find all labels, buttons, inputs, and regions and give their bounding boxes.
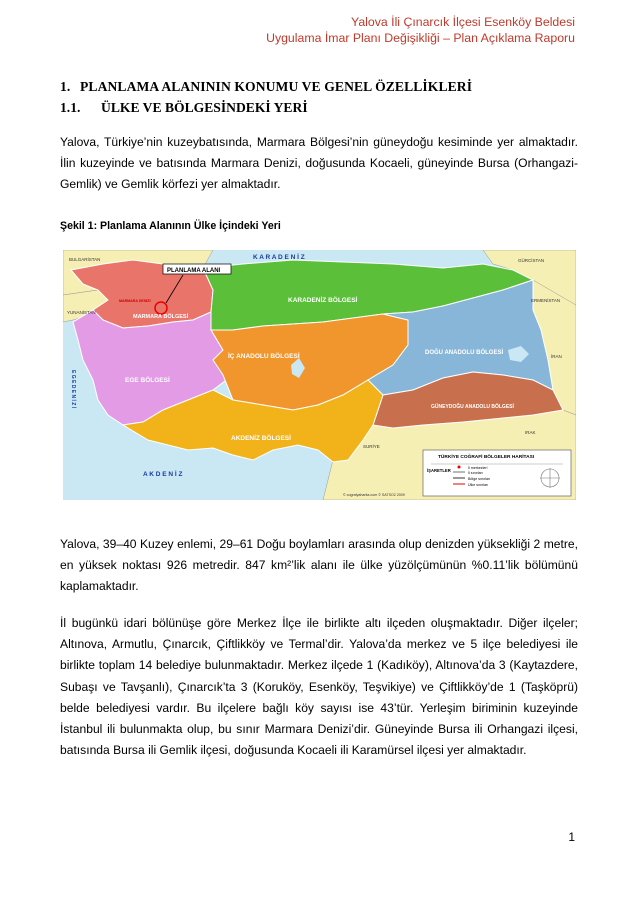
country-label-ermenistan: ERMENİSTAN: [531, 298, 561, 303]
paragraph-administrative: İl bugünkü idari bölünüşe göre Merkez İlçe ile birlikte altı ilçeden oluşmaktadır. Diğer ilçeler; Altınova, Armutlu, Çınarcık, Çiftlikköy ve Termal’dir. Yalova’da merkez ve 5 ilçe belediyesi ile birlikte toplam 14 belediye bulunmaktadır. Merkez ilçede 1 (Kadıköy), Altınova’da 3 (Kaytazdere, Subaşı ve Tavşanlı), Çınarcık’ta 3 (Koruköy, Esenköy, Teşvikiye) ve Çiftlikköy’de 1 (Taşköprü) belde belediyesi vardır. Bu ilçelere bağlı köy sayısı ise 43’tür. Yerleşim biriminin kuzeyinde İstanbul ili bulunmakta olup, bu sınır Marmara Denizi’dir. Güneyinde Bursa ili Orhangazi ilçesi, batısında Bursa ili Gemlik ilçesi, doğusunda Kocaeli ili Karamürsel ilçesi yer almaktadır.: [60, 616, 578, 758]
planning-area-label: PLANLAMA ALANI: [167, 268, 221, 274]
legend-item-il-merkez: İl merkezleri: [468, 466, 488, 470]
region-label-doguanadolu: DOĞU ANADOLU BÖLGESİ: [425, 350, 504, 356]
figure-caption: Şekil 1: Planlama Alanının Ülke İçindeki Yeri: [60, 220, 281, 232]
country-label-yunanistan: YUNANİSTAN: [67, 310, 96, 315]
map-source-label: © cografyaharita.com © SATSO2 2009: [343, 493, 405, 497]
country-label-irak: IRAK: [525, 430, 536, 435]
legend-item-ulke-sinir: Ülke sınırları: [468, 483, 489, 487]
region-label-icanadolu: İÇ ANADOLU BÖLGESİ: [228, 353, 300, 360]
legend-title: TÜRKİYE COĞRAFİ BÖLGELER HARİTASI: [438, 455, 535, 460]
section-number: 1.: [60, 79, 71, 94]
legend-il-merkez-dot: [458, 466, 461, 469]
section-title: PLANLAMA ALANININ KONUMU VE GENEL ÖZELLİKLERİ: [80, 79, 473, 94]
turkey-regions-map: [63, 250, 576, 500]
region-label-ege: EGE BÖLGESİ: [125, 377, 170, 384]
subsection-number: 1.1.: [60, 100, 81, 115]
country-label-gurcistan: GÜRCİSTAN: [518, 258, 545, 263]
sea-label-karadeniz: K A R A D E N İ Z: [253, 254, 305, 261]
sea-label-akdeniz: A K D E N İ Z: [143, 471, 183, 478]
sea-label-ege: E G E D E N İ Z İ: [70, 370, 76, 409]
sea-label-marmara: MARMARA DENİZİ: [119, 299, 151, 303]
country-label-iran: İRAN: [551, 354, 562, 359]
map-svg: [63, 250, 576, 500]
country-label-bulgaristan: BULGARİSTAN: [69, 257, 101, 262]
paragraph-location: Yalova, Türkiye’nin kuzeybatısında, Marmara Bölgesi’nin güneydoğu kesiminde yer almaktadır. İlin kuzeyinde ve batısında Marmara Denizi, doğusunda Kocaeli, güneyinde Bursa (Orhangazi-Gemlik) ve Gemlik körfezi yer almaktadır.: [60, 135, 578, 192]
legend-item-il-sinir: İl sınırları: [468, 471, 483, 475]
legend-item-bolge-sinir: Bölge sınırları: [468, 477, 491, 481]
section-heading-1: [60, 79, 472, 95]
paragraph-coordinates: Yalova, 39–40 Kuzey enlemi, 29–61 Doğu boylamları arasında olup denizden yüksekliği 2 metre, en yüksek noktası 926 metredir. 847 km²’lik alanı ile ülke yüzölçümünün %0.11’lik bölümünü kaplamaktadır.: [60, 537, 578, 594]
region-label-karadeniz: KARADENİZ BÖLGESİ: [288, 297, 358, 304]
region-label-guneydogu: GÜNEYDOĞU ANADOLU BÖLGESİ: [431, 404, 514, 410]
country-label-suriye: SURİYE: [363, 444, 380, 449]
region-label-akdeniz: AKDENİZ BÖLGESİ: [231, 435, 291, 442]
page-number: 1: [568, 830, 575, 844]
legend-section-label: İŞARETLER: [427, 468, 451, 473]
section-heading-1-1: [60, 100, 308, 116]
header-line-2: Uygulama İmar Planı Değişikliği – Plan Açıklama Raporu: [266, 31, 575, 45]
header-line-1: Yalova İli Çınarcık İlçesi Esenköy Beldesi: [351, 15, 575, 29]
subsection-title: ÜLKE VE BÖLGESİNDEKİ YERİ: [101, 100, 308, 115]
page-header: [266, 14, 575, 46]
region-label-marmara: MARMARA BÖLGESİ: [133, 314, 189, 320]
